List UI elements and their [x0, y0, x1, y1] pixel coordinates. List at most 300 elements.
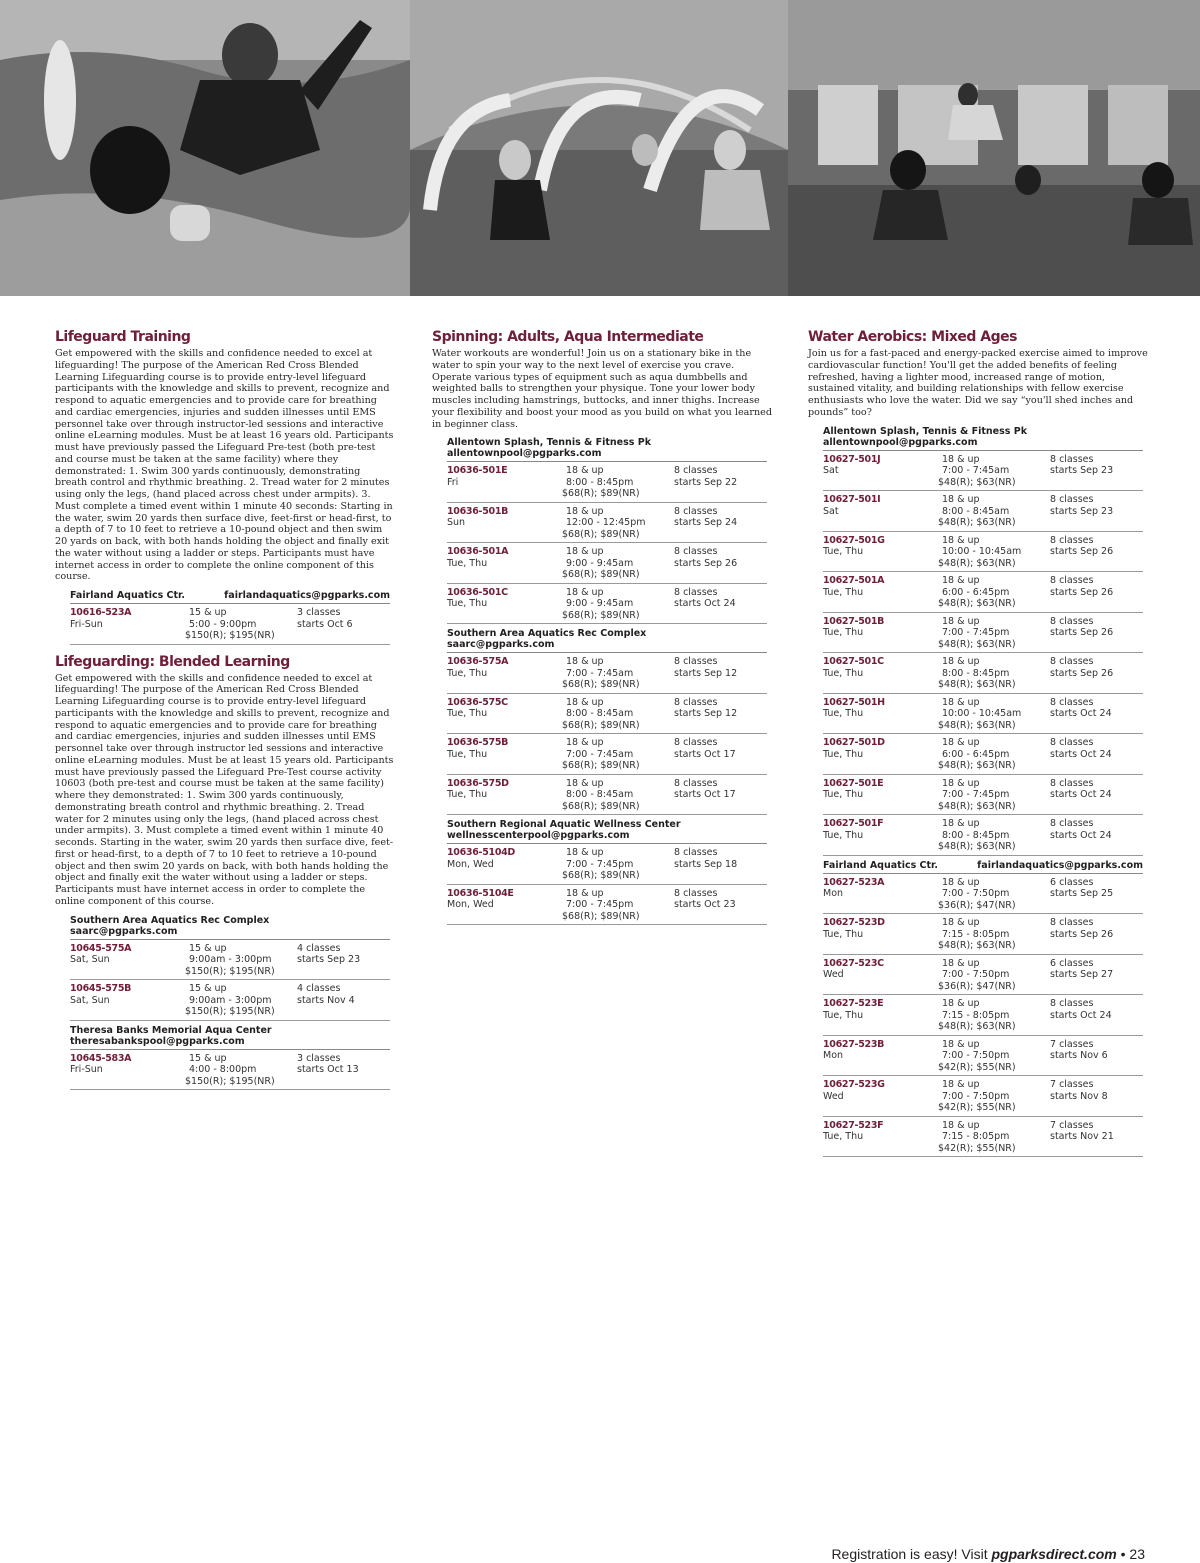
activity-code[interactable]: 10627-501G — [823, 534, 885, 546]
class-fee: $36(R); $47(NR) — [938, 980, 1016, 992]
class-id-cell — [823, 1120, 938, 1155]
water-aerobics-photo — [788, 0, 1200, 296]
class-details-cell — [562, 847, 674, 882]
class-days: Tue, Thu — [823, 928, 864, 940]
location-name: Fairland Aquatics Ctr. — [823, 859, 938, 871]
class-id-cell — [823, 737, 938, 772]
location-header — [823, 856, 1143, 874]
class-days: Tue, Thu — [823, 829, 864, 841]
class-fee: $68(R); $89(NR) — [562, 488, 640, 500]
class-id-cell — [823, 656, 938, 691]
start-date: starts Sep 26 — [1050, 586, 1114, 598]
start-date: starts Sep 24 — [674, 517, 738, 529]
class-time: 7:15 - 8:05pm — [942, 928, 1010, 940]
class-details-cell — [938, 616, 1050, 651]
class-fee: $48(R); $63(NR) — [938, 800, 1016, 812]
location-email[interactable]: allentownpool@pgparks.com — [447, 448, 602, 460]
start-date: starts Sep 12 — [674, 708, 738, 720]
class-time: 7:00 - 7:45am — [566, 667, 634, 679]
class-time: 6:00 - 6:45pm — [942, 748, 1010, 760]
class-time: 9:00 - 9:45am — [566, 598, 634, 610]
activity-code[interactable]: 10627-523C — [823, 957, 884, 969]
class-count: 8 classes — [674, 656, 718, 668]
class-row — [70, 1050, 390, 1091]
class-id-cell — [823, 697, 938, 732]
class-schedule-cell — [1050, 494, 1143, 529]
class-fee: $68(R); $89(NR) — [562, 800, 640, 812]
class-count: 6 classes — [1050, 876, 1094, 888]
class-id-cell — [447, 465, 562, 500]
age-range: 18 & up — [942, 575, 980, 586]
start-date: starts Oct 24 — [1050, 1009, 1112, 1021]
class-fee: $48(R); $63(NR) — [938, 760, 1016, 771]
class-fee: $68(R); $89(NR) — [562, 569, 640, 581]
class-time: 7:00 - 7:45pm — [566, 858, 634, 870]
class-id-cell — [447, 778, 562, 813]
class-row — [447, 462, 767, 503]
class-id-cell — [823, 454, 938, 489]
class-fee: $150(R); $195(NR) — [185, 965, 275, 977]
start-date: starts Oct 24 — [1050, 748, 1112, 760]
class-fee: $48(R); $63(NR) — [938, 517, 1016, 528]
location-email[interactable]: fairlandaquatics@pgparks.com — [224, 590, 390, 601]
activity-code[interactable]: 10636-575D — [447, 777, 509, 789]
activity-code[interactable]: 10645-575A — [70, 942, 132, 954]
class-count: 8 classes — [674, 696, 718, 708]
class-id-cell — [823, 616, 938, 651]
class-fee: $48(R); $63(NR) — [938, 1021, 1016, 1032]
start-date: starts Sep 26 — [1050, 928, 1114, 940]
activity-code[interactable]: 10627-501A — [823, 575, 885, 586]
class-id-cell — [823, 1079, 938, 1114]
age-range: 18 & up — [942, 615, 980, 627]
class-schedule-cell — [1050, 998, 1143, 1033]
activity-code[interactable]: 10636-5104D — [447, 847, 516, 859]
class-schedule-cell — [674, 465, 767, 500]
start-date: starts Nov 8 — [1050, 1090, 1108, 1102]
class-id-cell — [447, 506, 562, 541]
class-schedule-cell — [297, 1053, 390, 1088]
activity-code[interactable]: 10645-583A — [70, 1052, 132, 1064]
class-fee: $68(R); $89(NR) — [562, 760, 640, 772]
class-id-cell — [823, 917, 938, 952]
location-header — [447, 433, 767, 462]
class-schedule-cell — [1050, 958, 1143, 993]
age-range: 18 & up — [942, 656, 980, 667]
class-id-cell — [447, 546, 562, 581]
location-block — [823, 422, 1143, 856]
class-schedule-cell — [674, 587, 767, 622]
class-count: 8 classes — [1050, 917, 1094, 928]
activity-code[interactable]: 10627-501E — [823, 777, 884, 789]
class-count: 8 classes — [674, 546, 718, 558]
photo-strip — [0, 0, 1200, 296]
class-days: Mon, Wed — [447, 858, 494, 870]
class-id-cell — [823, 958, 938, 993]
class-days: Sun — [447, 517, 466, 529]
class-days: Tue, Thu — [823, 789, 864, 800]
class-time: 8:00 - 8:45am — [942, 505, 1010, 517]
class-row — [823, 613, 1143, 654]
location-email[interactable]: wellnesscenterpool@pgparks.com — [447, 830, 630, 842]
class-details-cell — [938, 877, 1050, 912]
class-days: Fri — [447, 476, 459, 488]
class-days: Fri-Sun — [70, 618, 103, 630]
start-date: starts Sep 23 — [297, 954, 361, 965]
location-header — [823, 422, 1143, 451]
class-fee: $36(R); $47(NR) — [938, 899, 1016, 911]
class-id-cell — [447, 888, 562, 923]
class-days: Sat — [823, 505, 839, 517]
start-date: starts Sep 18 — [674, 858, 738, 870]
start-date: starts Sep 26 — [1050, 546, 1114, 557]
class-details-cell — [938, 697, 1050, 732]
activity-code[interactable]: 10627-501F — [823, 818, 884, 829]
location-header — [70, 1021, 390, 1050]
location-name: Fairland Aquatics Ctr. — [70, 590, 185, 601]
class-count: 8 classes — [674, 887, 718, 899]
class-details-cell — [562, 656, 674, 691]
activity-code[interactable]: 10627-523D — [823, 917, 885, 928]
age-range: 18 & up — [942, 453, 980, 465]
section-description: Join us for a fast-paced and energy-packed exercise aimed to improve cardiovascular function! You'll get the added benefits of feeling refreshed, having a lighter mood, increased range of motion, sustained vitality, and building relationships with fellow exercise enthusiasts who love the water. Did we say “you'll shed inches and pounds” too? — [808, 348, 1148, 418]
class-fee: $68(R); $89(NR) — [562, 719, 640, 731]
class-details-cell — [562, 888, 674, 923]
section-title: Lifeguarding: Blended Learning — [55, 653, 290, 670]
age-range: 18 & up — [942, 957, 980, 969]
start-date: starts Sep 26 — [674, 557, 738, 569]
class-time: 4:00 - 8:00pm — [189, 1064, 257, 1075]
class-row — [70, 940, 390, 981]
class-fee: $150(R); $195(NR) — [185, 1075, 275, 1087]
class-schedule-cell — [674, 506, 767, 541]
location-header — [447, 624, 767, 653]
class-row — [823, 995, 1143, 1036]
page-number: 23 — [1129, 1546, 1145, 1562]
class-count: 8 classes — [1050, 453, 1094, 465]
start-date: starts Sep 26 — [1050, 627, 1114, 638]
activity-code[interactable]: 10645-575B — [70, 983, 132, 994]
class-id-cell — [447, 656, 562, 691]
activity-code[interactable]: 10636-501A — [447, 546, 509, 558]
class-row — [447, 844, 767, 885]
class-days: Tue, Thu — [447, 667, 488, 679]
class-days: Tue, Thu — [447, 748, 488, 760]
class-schedule-cell — [674, 778, 767, 813]
class-days: Tue, Thu — [447, 557, 488, 569]
activity-code[interactable]: 10636-575C — [447, 696, 508, 708]
aqua-noodle-class-photo — [410, 0, 788, 296]
activity-code[interactable]: 10627-523F — [823, 1119, 884, 1131]
activity-code[interactable]: 10636-575B — [447, 737, 509, 749]
class-count: 8 classes — [1050, 696, 1094, 708]
start-date: starts Nov 6 — [1050, 1050, 1108, 1061]
class-time: 8:00 - 8:45pm — [942, 667, 1010, 679]
class-schedule-cell — [297, 607, 390, 642]
age-range: 18 & up — [566, 777, 604, 789]
column-1 — [55, 328, 395, 1090]
class-details-cell — [562, 465, 674, 500]
class-time: 8:00 - 8:45pm — [942, 829, 1010, 841]
class-details-cell — [185, 607, 297, 642]
footer-separator: • — [1116, 1546, 1130, 1562]
location-email[interactable]: theresabankspool@pgparks.com — [70, 1035, 245, 1047]
start-date: starts Oct 24 — [1050, 708, 1112, 719]
activity-code[interactable]: 10627-501I — [823, 494, 881, 505]
class-time: 7:00 - 7:45pm — [942, 627, 1010, 638]
class-row — [447, 653, 767, 694]
activity-code[interactable]: 10636-501B — [447, 505, 509, 517]
start-date: starts Oct 23 — [674, 899, 736, 911]
class-details-cell — [938, 958, 1050, 993]
class-details-cell — [938, 656, 1050, 691]
class-schedule-cell — [1050, 818, 1143, 853]
class-fee: $68(R); $89(NR) — [562, 609, 640, 621]
start-date: starts Nov 21 — [1050, 1131, 1114, 1142]
class-details-cell — [562, 737, 674, 772]
activity-code[interactable]: 10636-501E — [447, 465, 508, 477]
activity-code[interactable]: 10627-523B — [823, 1038, 885, 1050]
class-row — [823, 491, 1143, 532]
footer-website-link[interactable]: pgparksdirect.com — [991, 1546, 1117, 1562]
lifeguard-training-photo — [0, 0, 410, 296]
location-header — [447, 815, 767, 844]
class-fee: $48(R); $63(NR) — [938, 679, 1016, 690]
class-row — [447, 503, 767, 544]
class-count: 3 classes — [297, 1052, 341, 1064]
class-row — [823, 451, 1143, 492]
age-range: 18 & up — [942, 534, 980, 546]
age-range: 18 & up — [566, 546, 604, 558]
class-fee: $42(R); $55(NR) — [938, 1102, 1016, 1113]
class-time: 7:00 - 7:45pm — [566, 899, 634, 911]
start-date: starts Oct 13 — [297, 1064, 359, 1075]
class-days: Tue, Thu — [823, 708, 864, 719]
class-fee: $42(R); $55(NR) — [938, 1061, 1016, 1073]
class-row — [823, 694, 1143, 735]
class-count: 8 classes — [1050, 656, 1094, 667]
class-days: Sat — [823, 465, 839, 476]
class-fee: $48(R); $63(NR) — [938, 841, 1016, 852]
class-id-cell — [823, 778, 938, 813]
class-time: 10:00 - 10:45am — [942, 546, 1022, 557]
age-range: 18 & up — [942, 737, 980, 748]
class-count: 8 classes — [1050, 998, 1094, 1009]
class-row — [823, 1117, 1143, 1158]
class-row — [823, 1076, 1143, 1117]
class-fee: $48(R); $63(NR) — [938, 598, 1016, 609]
class-details-cell — [562, 587, 674, 622]
section-description: Get empowered with the skills and confidence needed to excel at lifeguarding! The purpose of the American Red Cross Blended Learning Lifeguarding course is to provide entry-level lifeguard participants with the knowledge and skills to prevent, recognize and respond to aquatic emergencies and to provide care for breathing and cardiac emergencies, injuries and sudden illnesses until EMS personnel take over through instructor led sessions and interactive online eLearning modules. Must be at least 15 years old. Participants must have previously passed the Lifeguard Pre-Test course activity 10603 (both pre-test and course must be taken at the same facility) where they demonstrated: 1. Swim 300 yards continuously, demonstrating breath control and rhythmic breathing. 2. Tread water for 2 minutes using only the legs, (hand placed across chest under armpits). 3. Must complete a timed event within 1 minute 40 seconds. Starting in the water, swim 20 yards then surface dive, feet-first or head-first, to a depth of 7 to 10 feet to retrieve a 10-pound object and then swim 20 yards on back, with both hands holding the object and finally exit the water without using a ladder or steps. Participants must have internet access in order to complete the online component of this course. — [55, 672, 394, 907]
class-details-cell — [938, 917, 1050, 952]
location-block — [70, 586, 390, 645]
program-section — [808, 328, 1148, 1157]
class-schedule-cell — [1050, 778, 1143, 813]
class-count: 8 classes — [674, 505, 718, 517]
class-time: 9:00am - 3:00pm — [189, 994, 272, 1006]
location-email[interactable]: saarc@pgparks.com — [447, 639, 555, 651]
class-row — [447, 694, 767, 735]
class-time: 8:00 - 8:45am — [566, 708, 634, 720]
age-range: 18 & up — [942, 998, 980, 1009]
activity-code[interactable]: 10627-523E — [823, 998, 884, 1009]
age-range: 18 & up — [942, 1079, 980, 1090]
location-name: Theresa Banks Memorial Aqua Center — [70, 1024, 272, 1036]
class-row — [447, 584, 767, 625]
start-date: starts Sep 23 — [1050, 505, 1114, 517]
class-details-cell — [185, 983, 297, 1018]
section-title: Lifeguard Training — [55, 329, 191, 345]
class-fee: $68(R); $89(NR) — [562, 528, 640, 540]
start-date: starts Sep 27 — [1050, 969, 1114, 980]
class-details-cell — [938, 1079, 1050, 1114]
class-details-cell — [562, 506, 674, 541]
location-email[interactable]: fairlandaquatics@pgparks.com — [977, 859, 1143, 871]
location-email[interactable]: saarc@pgparks.com — [70, 925, 178, 937]
class-count: 7 classes — [1050, 1119, 1094, 1131]
class-time: 7:00 - 7:45pm — [942, 789, 1010, 800]
location-email[interactable]: allentownpool@pgparks.com — [823, 436, 978, 448]
class-count: 8 classes — [1050, 575, 1094, 586]
activity-code[interactable]: 10627-501D — [823, 737, 885, 748]
class-time: 7:15 - 8:05pm — [942, 1009, 1010, 1021]
class-time: 5:00 - 9:00pm — [189, 618, 257, 630]
location-name: Southern Area Aquatics Rec Complex — [70, 914, 270, 926]
class-count: 8 classes — [1050, 494, 1094, 505]
age-range: 15 & up — [189, 983, 227, 994]
age-range: 18 & up — [566, 656, 604, 668]
class-id-cell — [447, 847, 562, 882]
column-2 — [432, 328, 772, 925]
activity-code[interactable]: 10627-501H — [823, 696, 885, 708]
class-row — [447, 543, 767, 584]
class-row — [823, 572, 1143, 613]
activity-code[interactable]: 10616-523A — [70, 607, 132, 618]
class-id-cell — [447, 587, 562, 622]
activity-code[interactable]: 10636-501C — [447, 586, 508, 598]
age-range: 18 & up — [566, 586, 604, 598]
location-name: Allentown Splash, Tennis & Fitness Pk — [823, 425, 1028, 437]
class-count: 8 classes — [674, 586, 718, 598]
class-count: 8 classes — [674, 465, 718, 477]
class-days: Wed — [823, 969, 844, 980]
start-date: starts Sep 23 — [1050, 465, 1114, 476]
class-days: Sat, Sun — [70, 954, 110, 965]
start-date: starts Nov 4 — [297, 994, 355, 1006]
class-id-cell — [823, 1039, 938, 1074]
age-range: 15 & up — [189, 942, 227, 954]
class-row — [447, 775, 767, 816]
class-row — [823, 1036, 1143, 1077]
class-time: 10:00 - 10:45am — [942, 708, 1022, 719]
start-date: starts Sep 22 — [674, 476, 738, 488]
class-row — [823, 815, 1143, 856]
class-row — [447, 734, 767, 775]
class-fee: $48(R); $63(NR) — [938, 719, 1016, 731]
age-range: 18 & up — [942, 917, 980, 928]
activity-code[interactable]: 10627-523A — [823, 876, 885, 888]
age-range: 18 & up — [942, 696, 980, 708]
class-days: Sat, Sun — [70, 994, 110, 1006]
age-range: 18 & up — [942, 777, 980, 789]
class-time: 6:00 - 6:45pm — [942, 586, 1010, 598]
class-days: Tue, Thu — [447, 708, 488, 720]
class-id-cell — [70, 943, 185, 978]
class-details-cell — [562, 697, 674, 732]
class-days: Mon — [823, 1050, 844, 1061]
class-time: 9:00 - 9:45am — [566, 557, 634, 569]
activity-code[interactable]: 10627-501C — [823, 656, 884, 667]
class-fee: $48(R); $63(NR) — [938, 638, 1016, 650]
class-fee: $68(R); $89(NR) — [562, 679, 640, 691]
class-count: 8 classes — [1050, 777, 1094, 789]
class-id-cell — [823, 998, 938, 1033]
class-schedule-cell — [297, 943, 390, 978]
location-block — [70, 911, 390, 1021]
age-range: 18 & up — [942, 494, 980, 505]
class-id-cell — [823, 535, 938, 570]
class-details-cell — [185, 1053, 297, 1088]
activity-code[interactable]: 10627-501B — [823, 615, 885, 627]
class-details-cell — [938, 575, 1050, 610]
class-row — [823, 653, 1143, 694]
start-date: starts Oct 17 — [674, 748, 736, 760]
age-range: 18 & up — [566, 737, 604, 749]
class-schedule-cell — [1050, 1039, 1143, 1074]
page-footer — [831, 1546, 1145, 1562]
class-row — [70, 604, 390, 645]
column-3 — [808, 328, 1148, 1157]
activity-code[interactable]: 10636-5104E — [447, 887, 514, 899]
class-details-cell — [938, 494, 1050, 529]
class-time: 7:15 - 8:05pm — [942, 1131, 1010, 1142]
class-time: 7:00 - 7:45am — [566, 748, 634, 760]
class-schedule-cell — [1050, 1079, 1143, 1114]
class-details-cell — [562, 546, 674, 581]
age-range: 18 & up — [566, 505, 604, 517]
class-time: 7:00 - 7:50pm — [942, 969, 1010, 980]
class-id-cell — [823, 818, 938, 853]
location-block — [70, 1021, 390, 1091]
start-date: starts Oct 6 — [297, 618, 353, 630]
activity-code[interactable]: 10627-523G — [823, 1079, 885, 1090]
class-days: Tue, Thu — [823, 1131, 864, 1142]
class-schedule-cell — [1050, 737, 1143, 772]
class-count: 8 classes — [674, 737, 718, 749]
class-count: 8 classes — [674, 847, 718, 859]
start-date: starts Oct 24 — [1050, 829, 1112, 841]
class-schedule-cell — [1050, 656, 1143, 691]
class-count: 8 classes — [1050, 534, 1094, 546]
program-section — [55, 653, 395, 1091]
class-details-cell — [938, 737, 1050, 772]
class-fee: $150(R); $195(NR) — [185, 630, 275, 641]
class-schedule-cell — [674, 697, 767, 732]
class-row — [70, 980, 390, 1021]
class-count: 4 classes — [297, 983, 341, 994]
section-description: Water workouts are wonderful! Join us on a stationary bike in the water to spin your way to the next level of exercise you crave. Operate various types of equipment such as aqua dumbbells and weighted balls to strengthen your physique. Tone your lower body muscles including hamstrings, buttocks, and inner thighs. Increase your flexibility and boost your mood as you build on what you learned in beginner class. — [432, 348, 772, 430]
class-fee: $48(R); $63(NR) — [938, 557, 1016, 569]
class-row — [447, 885, 767, 926]
activity-code[interactable]: 10636-575A — [447, 656, 509, 668]
class-id-cell — [823, 575, 938, 610]
class-id-cell — [823, 877, 938, 912]
class-fee: $48(R); $63(NR) — [938, 476, 1016, 488]
class-schedule-cell — [1050, 535, 1143, 570]
class-schedule-cell — [297, 983, 390, 1018]
activity-code[interactable]: 10627-501J — [823, 453, 881, 465]
class-schedule-cell — [1050, 1120, 1143, 1155]
